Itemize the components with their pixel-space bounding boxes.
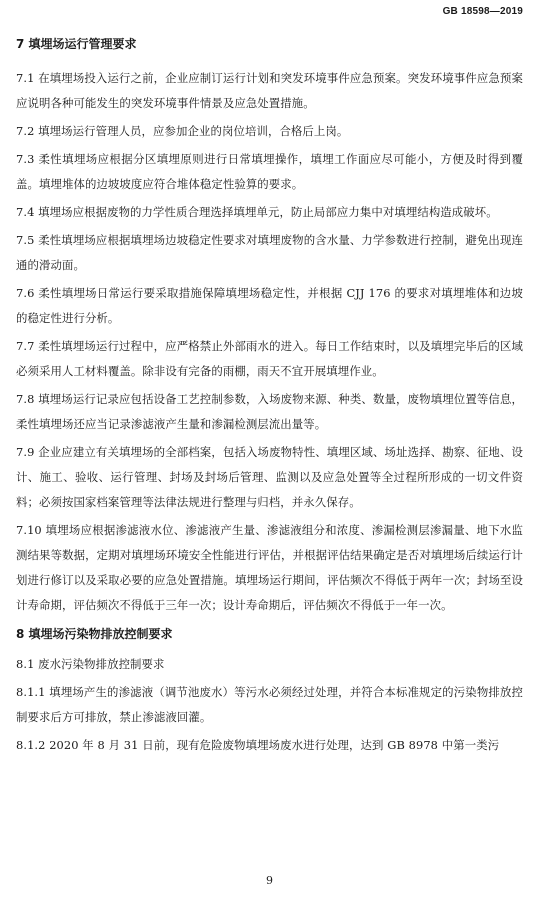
document-body bbox=[16, 34, 523, 758]
clause-7-5: 7.5 柔性填埋场应根据填埋场边坡稳定性要求对填埋废物的含水量、力学参数进行控制，避免出现连通的滑动面。 bbox=[16, 233, 523, 272]
clause-8-1-2: 8.1.2 2020 年 8 月 31 日前，现有危险废物填埋场废水进行处理，达到 GB 8978 中第一类污 bbox=[16, 738, 500, 752]
clause-7-7: 7.7 柔性填埋场运行过程中，应严格禁止外部雨水的进入。每日工作结束时，以及填埋完毕后的区域必须采用人工材料覆盖。除非设有完备的雨棚，雨天不宜开展填埋作业。 bbox=[16, 339, 523, 378]
clause-7-8: 7.8 填埋场运行记录应包括设备工艺控制参数，入场废物来源、种类、数量，废物填埋位置等信息，柔性填埋场还应当记录渗滤液产生量和渗漏检测层流出量等。 bbox=[16, 392, 523, 431]
section-8-title: 8 填埋场污染物排放控制要求 bbox=[16, 627, 173, 641]
clause-7-10: 7.10 填埋场应根据渗滤液水位、渗滤液产生量、渗滤液组分和浓度、渗漏检测层渗漏量、地下水监测结果等数据，定期对填埋场环境安全性能进行评估，并根据评估结果确定是否对填埋场后续运行计划进行修订以及采取必要的应急处置措施。填埋场运行期间，评估频次不得低于两年一次；封场至设计寿命期，评估频次不得低于三年一次；设计寿命期后，评估频次不得低于一年一次。 bbox=[16, 523, 523, 612]
clause-7-4: 7.4 填埋场应根据废物的力学性质合理选择填埋单元，防止局部应力集中对填埋结构造成破坏。 bbox=[16, 205, 498, 219]
clause-7-9: 7.9 企业应建立有关填埋场的全部档案，包括入场废物特性、填埋区域、场址选择、勘察、征地、设计、施工、验收、运行管理、封场及封场后管理、监测以及应急处置等全过程所形成的一切文件资料；必须按国家档案管理等法律法规进行整理与归档，并永久保存。 bbox=[16, 445, 523, 509]
clause-8-1-1: 8.1.1 填埋场产生的渗滤液（调节池废水）等污水必须经过处理，并符合本标准规定的污染物排放控制要求后方可排放，禁止渗滤液回灌。 bbox=[16, 685, 523, 724]
clause-7-3: 7.3 柔性填埋场应根据分区填埋原则进行日常填埋操作，填埋工作面应尽可能小，方便及时得到覆盖。填埋堆体的边坡坡度应符合堆体稳定性验算的要求。 bbox=[16, 152, 523, 191]
page-number: 9 bbox=[266, 874, 273, 887]
standard-code: GB 18598—2019 bbox=[442, 6, 523, 17]
clause-7-2: 7.2 填埋场运行管理人员，应参加企业的岗位培训，合格后上岗。 bbox=[16, 124, 349, 138]
clause-7-1: 7.1 在填埋场投入运行之前，企业应制订运行计划和突发环境事件应急预案。突发环境事件应急预案应说明各种可能发生的突发环境事件情景及应急处置措施。 bbox=[16, 71, 523, 110]
section-7-title: 7 填埋场运行管理要求 bbox=[16, 37, 137, 51]
clause-8-1-title: 8.1 废水污染物排放控制要求 bbox=[16, 657, 165, 671]
clause-7-6: 7.6 柔性填埋场日常运行要采取措施保障填埋场稳定性，并根据 CJJ 176 的要求对填埋堆体和边坡的稳定性进行分析。 bbox=[16, 286, 523, 325]
